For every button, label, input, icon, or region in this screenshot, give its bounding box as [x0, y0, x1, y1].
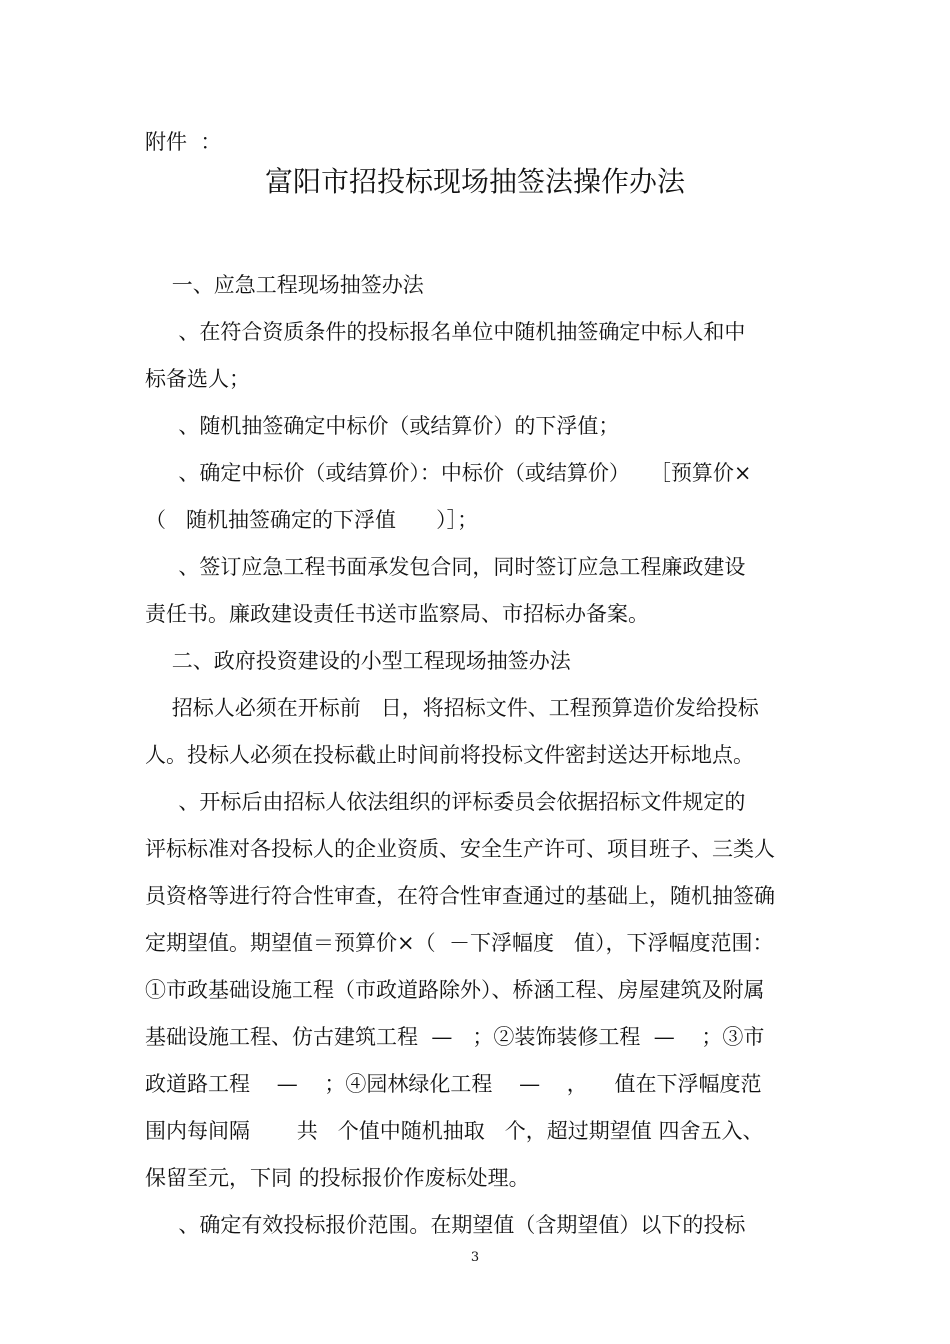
paragraph-line: 人。投标人必须在投标截止时间前将投标文件密封送达开标地点。 — [145, 743, 754, 767]
paragraph-line: 、开标后由招标人依法组织的评标委员会依据招标文件规定的 — [145, 790, 746, 814]
paragraph-line: 、确定中标价（或结算价）：中标价（或结算价） ［预算价× — [145, 461, 752, 485]
paragraph-line: 、签订应急工程书面承发包合同，同时签订应急工程廉政建设 — [145, 555, 746, 579]
document-body — [145, 262, 815, 1249]
attachment-label: 附件 ： — [145, 130, 222, 154]
paragraph-line: 定期望值。期望值＝预算价×（ －下浮幅度 值），下浮幅度范围： — [145, 931, 774, 955]
paragraph-line: 、确定有效投标报价范围。在期望值（含期望值）以下的投标 — [145, 1213, 746, 1237]
paragraph-line: 、在符合资质条件的投标报名单位中随机抽签确定中标人和中 — [145, 320, 746, 344]
paragraph-line: ①市政基础设施工程（市政道路除外）、桥涵工程、房屋建筑及附属 — [145, 978, 765, 1002]
paragraph-line: 员资格等进行符合性审查，在符合性审查通过的基础上，随机抽签确 — [145, 884, 775, 908]
section-heading-2: 二、政府投资建设的小型工程现场抽签办法 — [145, 649, 571, 673]
paragraph-line: 、随机抽签确定中标价（或结算价）的下浮值； — [145, 414, 620, 438]
paragraph-line: 招标人必须在开标前 日，将招标文件、工程预算造价发给投标 — [145, 696, 759, 720]
paragraph-line: 评标标准对各投标人的企业资质、安全生产许可、项目班子、三类人 — [145, 837, 775, 861]
paragraph-line: （ 随机抽签确定的下浮值 ）］； — [145, 508, 479, 532]
paragraph-line: 政道路工程 — ；④园林绿化工程 — ， 值在下浮幅度范 — [145, 1072, 762, 1096]
page-number: 3 — [470, 1250, 480, 1265]
paragraph-line: 围内每间隔 共 个值中随机抽取 个，超过期望值 四舍五入、 — [145, 1119, 764, 1143]
paragraph-line: 标备选人； — [145, 367, 250, 391]
paragraph-line: 基础设施工程、仿古建筑工程 — ；②装饰装修工程 — ；③市 — [145, 1025, 765, 1049]
paragraph-line: 保留至元，下同 的投标报价作废标处理。 — [145, 1166, 530, 1190]
section-heading-1: 一、应急工程现场抽签办法 — [145, 273, 424, 297]
document-title: 富阳市招投标现场抽签法操作办法 — [264, 165, 685, 198]
paragraph-line: 责任书。廉政建设责任书送市监察局、市招标办备案。 — [145, 602, 649, 626]
